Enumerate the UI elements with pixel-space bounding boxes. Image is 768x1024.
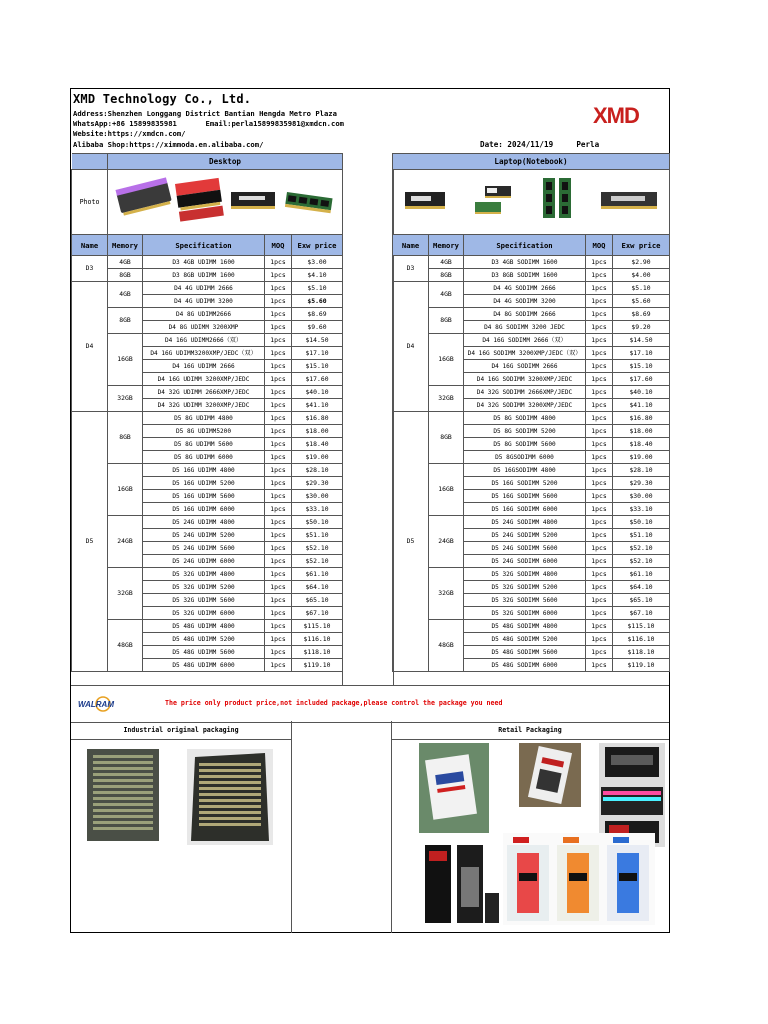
spec-cell: D5 8G UDIMM 6000: [143, 451, 265, 464]
laptop-photos: [393, 170, 670, 235]
spec-cell: D5 48G SODIMM 4800: [464, 620, 586, 633]
price-cell: $41.10: [292, 399, 343, 412]
price-cell: $50.10: [292, 516, 343, 529]
spec-cell: D4 32G SODIMM 3200XMP/JEDC: [464, 399, 586, 412]
moq-cell: 1pcs: [586, 646, 613, 659]
sheet-header: [71, 89, 669, 153]
table-row: [72, 620, 343, 633]
spec-cell: D5 48G SODIMM 5600: [464, 646, 586, 659]
table-row: [72, 568, 343, 581]
moq-cell: 1pcs: [586, 529, 613, 542]
spec-cell: D5 32G UDIMM 5200: [143, 581, 265, 594]
desktop-section-title: Desktop: [108, 154, 343, 170]
table-row: [393, 308, 670, 321]
moq-cell: 1pcs: [586, 425, 613, 438]
spec-cell: D5 48G UDIMM 5200: [143, 633, 265, 646]
memory-size: 24GB: [108, 516, 143, 568]
moq-cell: 1pcs: [265, 425, 292, 438]
moq-cell: 1pcs: [265, 490, 292, 503]
moq-cell: 1pcs: [586, 295, 613, 308]
retail-packaging-title: Retail Packaging: [391, 721, 669, 740]
col-price: Exw price: [292, 235, 343, 256]
price-cell: $67.10: [292, 607, 343, 620]
contact-line: [73, 119, 344, 128]
col-moq: MOQ: [265, 235, 292, 256]
moq-cell: 1pcs: [586, 373, 613, 386]
price-cell: $51.10: [292, 529, 343, 542]
price-cell: $18.40: [613, 438, 670, 451]
table-row: [72, 282, 343, 295]
moq-cell: 1pcs: [586, 386, 613, 399]
moq-cell: 1pcs: [265, 399, 292, 412]
price-cell: $15.10: [292, 360, 343, 373]
moq-cell: 1pcs: [586, 542, 613, 555]
price-cell: $17.60: [292, 373, 343, 386]
price-cell: $65.10: [613, 594, 670, 607]
desktop-photos: [108, 170, 343, 235]
price-cell: $51.10: [613, 529, 670, 542]
price-cell: $29.30: [292, 477, 343, 490]
contact-person: Perla: [576, 140, 600, 149]
price-cell: $30.00: [613, 490, 670, 503]
price-cell: $14.50: [613, 334, 670, 347]
moq-cell: 1pcs: [586, 451, 613, 464]
industrial-packaging-title: Industrial original packaging: [71, 721, 291, 740]
spec-cell: D5 16G UDIMM 4800: [143, 464, 265, 477]
moq-cell: 1pcs: [265, 360, 292, 373]
table-row: [72, 334, 343, 347]
spec-cell: D5 16G UDIMM 5200: [143, 477, 265, 490]
price-cell: $64.10: [292, 581, 343, 594]
moq-cell: 1pcs: [586, 633, 613, 646]
price-cell: $15.10: [613, 360, 670, 373]
table-row: [72, 516, 343, 529]
price-cell: $119.10: [292, 659, 343, 672]
price-cell: $116.10: [292, 633, 343, 646]
photo-label: Photo: [72, 170, 108, 235]
spec-cell: D5 16G SODIMM 5200: [464, 477, 586, 490]
price-cell: $9.20: [613, 321, 670, 334]
moq-cell: 1pcs: [586, 282, 613, 295]
price-cell: $19.00: [613, 451, 670, 464]
memory-size: 8GB: [429, 308, 464, 334]
moq-cell: 1pcs: [586, 256, 613, 269]
ddr-generation: D4: [393, 282, 429, 412]
spec-cell: D5 24G SODIMM 5200: [464, 529, 586, 542]
price-cell: $28.10: [613, 464, 670, 477]
table-row: [72, 464, 343, 477]
memory-size: 32GB: [429, 568, 464, 620]
price-cell: $52.10: [613, 542, 670, 555]
moq-cell: 1pcs: [586, 503, 613, 516]
company-name: XMD Technology Co., Ltd.: [73, 92, 252, 106]
svg-text:WALRAM: WALRAM: [78, 700, 114, 709]
table-row: [72, 308, 343, 321]
col-name: Name: [72, 235, 108, 256]
memory-size: 16GB: [429, 464, 464, 516]
memory-size: 16GB: [429, 334, 464, 386]
moq-cell: 1pcs: [586, 568, 613, 581]
spec-cell: D4 32G UDIMM 2666XMP/JEDC: [143, 386, 265, 399]
price-cell: $40.10: [613, 386, 670, 399]
desktop-price-table: [71, 153, 343, 672]
ddr-generation: D3: [393, 256, 429, 282]
price-cell: $18.00: [292, 425, 343, 438]
table-row: [393, 412, 670, 425]
price-cell: $17.10: [292, 347, 343, 360]
date: Date: 2024/11/19: [480, 140, 554, 149]
laptop-price-table: [392, 153, 670, 672]
price-cell: $65.10: [292, 594, 343, 607]
price-cell: $64.10: [613, 581, 670, 594]
moq-cell: 1pcs: [586, 659, 613, 672]
price-cell: $5.60: [613, 295, 670, 308]
price-cell: $14.50: [292, 334, 343, 347]
moq-cell: 1pcs: [265, 321, 292, 334]
price-cell: $2.90: [613, 256, 670, 269]
moq-cell: 1pcs: [586, 464, 613, 477]
spec-cell: D5 8G SODIMM 5200: [464, 425, 586, 438]
spec-cell: D5 24G UDIMM 4800: [143, 516, 265, 529]
spec-cell: D4 16G SODIMM 2666: [464, 360, 586, 373]
ddr-generation: D3: [72, 256, 108, 282]
memory-size: 32GB: [108, 386, 143, 412]
spec-cell: D4 16G UDIMM 3200XMP/JEDC: [143, 373, 265, 386]
moq-cell: 1pcs: [265, 464, 292, 477]
moq-cell: 1pcs: [586, 269, 613, 282]
moq-cell: 1pcs: [265, 256, 292, 269]
price-cell: $115.10: [292, 620, 343, 633]
moq-cell: 1pcs: [265, 594, 292, 607]
price-cell: $19.00: [292, 451, 343, 464]
price-note: [71, 685, 669, 723]
price-cell: $4.10: [292, 269, 343, 282]
moq-cell: 1pcs: [265, 269, 292, 282]
spec-cell: D4 8G UDIMM 3200XMP: [143, 321, 265, 334]
spec-cell: D4 4G UDIMM 3200: [143, 295, 265, 308]
table-row: [72, 256, 343, 269]
moq-cell: 1pcs: [586, 308, 613, 321]
moq-cell: 1pcs: [265, 308, 292, 321]
table-row: [393, 464, 670, 477]
price-cell: $33.10: [613, 503, 670, 516]
memory-size: 4GB: [108, 282, 143, 308]
price-cell: $5.10: [292, 282, 343, 295]
ddr-generation: D4: [72, 282, 108, 412]
table-row: [393, 516, 670, 529]
price-cell: $30.00: [292, 490, 343, 503]
industrial-tray-photo-1: [87, 749, 159, 841]
memory-size: 8GB: [108, 269, 143, 282]
memory-size: 4GB: [429, 282, 464, 308]
moq-cell: 1pcs: [265, 516, 292, 529]
spec-cell: D4 4G UDIMM 2666: [143, 282, 265, 295]
moq-cell: 1pcs: [586, 620, 613, 633]
memory-size: 8GB: [429, 269, 464, 282]
col-moq: MOQ: [586, 235, 613, 256]
alibaba-shop: Alibaba Shop:https://ximmoda.en.alibaba.com/: [73, 140, 264, 149]
moq-cell: 1pcs: [265, 438, 292, 451]
packaging-gap: [291, 721, 392, 933]
moq-cell: 1pcs: [586, 594, 613, 607]
whatsapp: WhatsApp:+86 15899835981: [73, 119, 177, 128]
industrial-packaging: [71, 721, 292, 933]
price-cell: $5.60: [292, 295, 343, 308]
moq-cell: 1pcs: [265, 386, 292, 399]
price-cell: $116.10: [613, 633, 670, 646]
spec-cell: D5 32G SODIMM 5200: [464, 581, 586, 594]
memory-size: 4GB: [429, 256, 464, 269]
spec-cell: D5 32G UDIMM 4800: [143, 568, 265, 581]
moq-cell: 1pcs: [586, 490, 613, 503]
spec-cell: D5 8G UDIMM5200: [143, 425, 265, 438]
moq-cell: 1pcs: [265, 646, 292, 659]
price-sheet: [70, 88, 670, 933]
spec-cell: D5 16G UDIMM 5600: [143, 490, 265, 503]
table-row: [72, 386, 343, 399]
moq-cell: 1pcs: [586, 347, 613, 360]
spec-cell: D4 16G UDIMM3200XMP/JEDC（双）: [143, 347, 265, 360]
spec-cell: D5 32G SODIMM 5600: [464, 594, 586, 607]
moq-cell: 1pcs: [586, 412, 613, 425]
moq-cell: 1pcs: [265, 633, 292, 646]
ddr-generation: D5: [72, 412, 108, 672]
col-spec: Specification: [143, 235, 265, 256]
industrial-tray-photo-2: [187, 749, 273, 845]
price-cell: $16.80: [292, 412, 343, 425]
desktop-ram-photos: [109, 170, 341, 230]
moq-cell: 1pcs: [265, 282, 292, 295]
price-cell: $52.10: [292, 555, 343, 568]
spec-cell: D4 8G UDIMM2666: [143, 308, 265, 321]
spec-cell: D4 16G SODIMM 2666（双）: [464, 334, 586, 347]
spec-cell: D3 4GB SODIMM 1600: [464, 256, 586, 269]
col-memory: Memory: [429, 235, 464, 256]
spec-cell: D5 24G UDIMM 5600: [143, 542, 265, 555]
spec-cell: D3 8GB SODIMM 1600: [464, 269, 586, 282]
memory-size: 8GB: [108, 308, 143, 334]
laptop-rows: [393, 256, 670, 672]
price-cell: $50.10: [613, 516, 670, 529]
memory-size: 32GB: [429, 386, 464, 412]
moq-cell: 1pcs: [586, 555, 613, 568]
memory-size: 48GB: [429, 620, 464, 672]
spec-cell: D5 16G SODIMM 5600: [464, 490, 586, 503]
price-cell: $61.10: [613, 568, 670, 581]
address: Address:Shenzhen Longgang District Bantian Hengda Metro Plaza: [73, 109, 337, 118]
moq-cell: 1pcs: [265, 555, 292, 568]
moq-cell: 1pcs: [265, 620, 292, 633]
spec-cell: D5 48G UDIMM 4800: [143, 620, 265, 633]
retail-photo-2: [519, 743, 581, 807]
memory-size: 16GB: [108, 334, 143, 386]
spec-cell: D5 8G UDIMM 4800: [143, 412, 265, 425]
retail-photo-5: [503, 833, 655, 925]
email: Email:perla15899835981@xmdcn.com: [205, 119, 344, 128]
spec-cell: D5 24G SODIMM 5600: [464, 542, 586, 555]
spec-cell: D4 4G SODIMM 2666: [464, 282, 586, 295]
price-cell: $16.80: [613, 412, 670, 425]
retail-photo-4: [423, 843, 501, 925]
spec-cell: D5 48G SODIMM 6000: [464, 659, 586, 672]
laptop-section-title: Laptop(Notebook): [393, 154, 670, 170]
spec-cell: D4 16G UDIMM 2666: [143, 360, 265, 373]
moq-cell: 1pcs: [586, 516, 613, 529]
table-row: [72, 269, 343, 282]
spec-cell: D5 48G UDIMM 5600: [143, 646, 265, 659]
moq-cell: 1pcs: [265, 542, 292, 555]
col-spec: Specification: [464, 235, 586, 256]
spec-cell: D4 32G SODIMM 2666XMP/JEDC: [464, 386, 586, 399]
memory-size: 8GB: [429, 412, 464, 464]
memory-size: 48GB: [108, 620, 143, 672]
price-cell: $40.10: [292, 386, 343, 399]
spec-cell: D3 4GB UDIMM 1600: [143, 256, 265, 269]
spec-cell: D5 16G SODIMM 6000: [464, 503, 586, 516]
retail-packaging: [391, 721, 669, 933]
moq-cell: 1pcs: [265, 451, 292, 464]
memory-size: 16GB: [108, 464, 143, 516]
spec-cell: D5 24G SODIMM 4800: [464, 516, 586, 529]
moq-cell: 1pcs: [265, 529, 292, 542]
moq-cell: 1pcs: [265, 295, 292, 308]
memory-size: 32GB: [108, 568, 143, 620]
price-cell: $52.10: [292, 542, 343, 555]
moq-cell: 1pcs: [265, 373, 292, 386]
spec-cell: D5 32G SODIMM 4800: [464, 568, 586, 581]
moq-cell: 1pcs: [586, 581, 613, 594]
table-row: [393, 568, 670, 581]
moq-cell: 1pcs: [586, 321, 613, 334]
spec-cell: D5 8G UDIMM 5600: [143, 438, 265, 451]
spec-cell: D5 32G UDIMM 6000: [143, 607, 265, 620]
moq-cell: 1pcs: [586, 360, 613, 373]
moq-cell: 1pcs: [586, 438, 613, 451]
spec-cell: D5 16G UDIMM 6000: [143, 503, 265, 516]
table-row: [393, 620, 670, 633]
moq-cell: 1pcs: [265, 503, 292, 516]
spec-cell: D5 32G SODIMM 6000: [464, 607, 586, 620]
desktop-rows: [72, 256, 343, 672]
price-cell: $118.10: [613, 646, 670, 659]
price-cell: $3.00: [292, 256, 343, 269]
spec-cell: D5 48G SODIMM 5200: [464, 633, 586, 646]
price-cell: $17.60: [613, 373, 670, 386]
moq-cell: 1pcs: [265, 334, 292, 347]
memory-size: 8GB: [108, 412, 143, 464]
table-row: [393, 269, 670, 282]
moq-cell: 1pcs: [265, 477, 292, 490]
spec-cell: D5 24G UDIMM 5200: [143, 529, 265, 542]
price-cell: $17.10: [613, 347, 670, 360]
table-row: [393, 386, 670, 399]
spec-cell: D4 8G SODIMM 2666: [464, 308, 586, 321]
ddr-generation: D5: [393, 412, 429, 672]
spec-cell: D5 24G UDIMM 6000: [143, 555, 265, 568]
retail-photo-3: [599, 743, 665, 847]
price-cell: $33.10: [292, 503, 343, 516]
spec-cell: D4 16G UDIMM2666（双）: [143, 334, 265, 347]
table-row: [393, 282, 670, 295]
moq-cell: 1pcs: [265, 659, 292, 672]
price-cell: $18.00: [613, 425, 670, 438]
memory-size: 24GB: [429, 516, 464, 568]
column-gap: [342, 153, 394, 685]
moq-cell: 1pcs: [265, 568, 292, 581]
price-cell: $118.10: [292, 646, 343, 659]
price-cell: $28.10: [292, 464, 343, 477]
xmd-logo: [593, 104, 659, 130]
memory-size: 4GB: [108, 256, 143, 269]
spec-cell: D5 16GSODIMM 4800: [464, 464, 586, 477]
spec-cell: D4 16G SODIMM 3200XMP/JEDC: [464, 373, 586, 386]
spec-cell: D5 8GSODIMM 6000: [464, 451, 586, 464]
spec-cell: D5 24G SODIMM 6000: [464, 555, 586, 568]
table-row: [72, 412, 343, 425]
spec-cell: D3 8GB UDIMM 1600: [143, 269, 265, 282]
price-cell: $41.10: [613, 399, 670, 412]
col-name: Name: [393, 235, 429, 256]
table-row: [393, 334, 670, 347]
moq-cell: 1pcs: [586, 399, 613, 412]
table-row: [393, 256, 670, 269]
website: Website:https://xmdcn.com/: [73, 129, 186, 138]
spec-cell: D5 32G UDIMM 5600: [143, 594, 265, 607]
moq-cell: 1pcs: [265, 581, 292, 594]
svg-text:XMD: XMD: [593, 104, 639, 126]
moq-cell: 1pcs: [586, 477, 613, 490]
moq-cell: 1pcs: [586, 607, 613, 620]
price-cell: $115.10: [613, 620, 670, 633]
retail-photo-1: [419, 743, 489, 833]
price-cell: $67.10: [613, 607, 670, 620]
spec-cell: D4 4G SODIMM 3200: [464, 295, 586, 308]
moq-cell: 1pcs: [586, 334, 613, 347]
spec-cell: D5 8G SODIMM 5600: [464, 438, 586, 451]
price-cell: $29.30: [613, 477, 670, 490]
price-cell: $5.10: [613, 282, 670, 295]
moq-cell: 1pcs: [265, 607, 292, 620]
date-line: [480, 140, 599, 149]
col-memory: Memory: [108, 235, 143, 256]
spec-cell: D4 8G SODIMM 3200 JEDC: [464, 321, 586, 334]
laptop-ram-photos: [393, 170, 669, 230]
spec-cell: D4 32G UDIMM 3200XMP/JEDC: [143, 399, 265, 412]
price-cell: $52.10: [613, 555, 670, 568]
price-cell: $119.10: [613, 659, 670, 672]
spec-cell: D5 8G SODIMM 4800: [464, 412, 586, 425]
price-cell: $9.60: [292, 321, 343, 334]
note-text: The price only product price,not included package,please control the package you need: [165, 699, 503, 707]
spec-cell: D5 48G UDIMM 6000: [143, 659, 265, 672]
col-price: Exw price: [613, 235, 670, 256]
price-cell: $8.69: [292, 308, 343, 321]
price-cell: $8.69: [613, 308, 670, 321]
moq-cell: 1pcs: [265, 412, 292, 425]
price-cell: $18.40: [292, 438, 343, 451]
walram-logo: [77, 696, 125, 716]
price-cell: $61.10: [292, 568, 343, 581]
price-cell: $4.00: [613, 269, 670, 282]
moq-cell: 1pcs: [265, 347, 292, 360]
spec-cell: D4 16G SODIMM 3200XMP/JEDC（双）: [464, 347, 586, 360]
